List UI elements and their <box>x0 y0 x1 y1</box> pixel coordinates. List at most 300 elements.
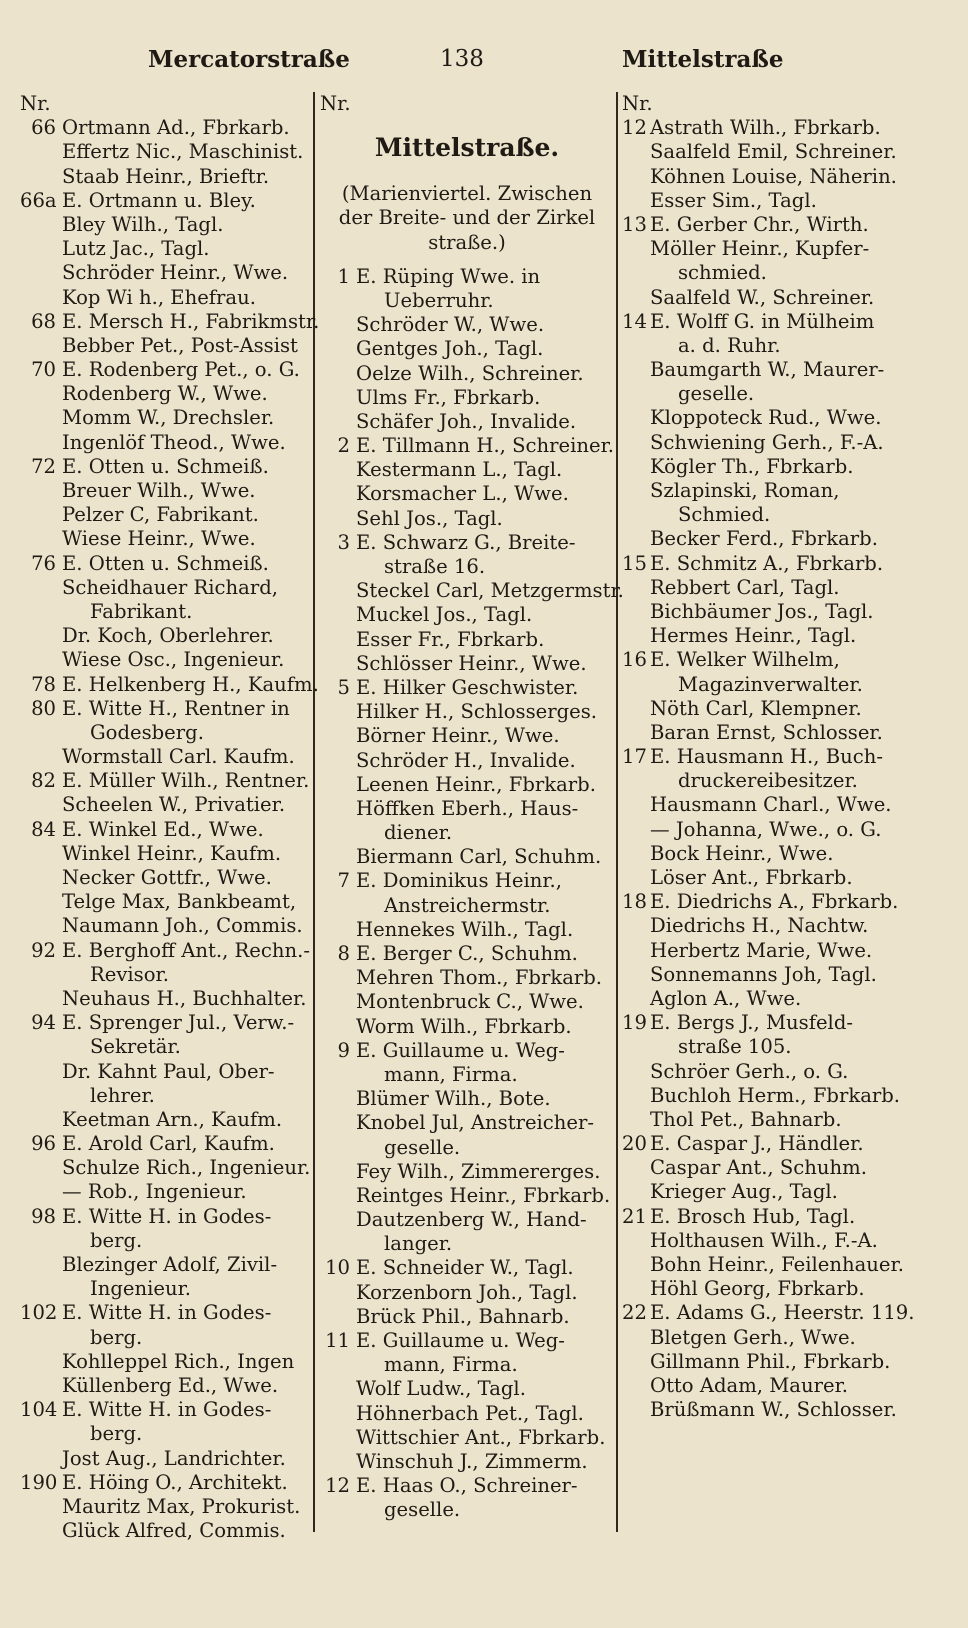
directory-entry-line <box>622 1011 942 1035</box>
entry-text: E. Dominikus Heinr., <box>356 869 563 893</box>
entry-text: Holthausen Wilh., F.-A. <box>650 1228 878 1252</box>
entry-text: Kop Wi h., Ehefrau. <box>62 285 256 309</box>
entry-text: Bock Heinr., Wwe. <box>650 841 834 865</box>
entry-text: Ueberruhr. <box>384 288 494 312</box>
entry-text: langer. <box>384 1232 453 1256</box>
directory-entry-line <box>20 189 312 213</box>
street-note-line: der Breite- und der Zirkel <box>338 206 596 230</box>
directory-entry-line <box>622 1301 942 1325</box>
entry-text: E. Witte H. in Godes- <box>62 1301 272 1325</box>
entry-text: Winschuh J., Zimmerm. <box>356 1449 588 1473</box>
directory-entry-line <box>320 337 614 361</box>
entry-text: Bebber Pet., Post-Assist <box>62 333 298 357</box>
directory-entry-line <box>622 1180 942 1204</box>
entry-text: Schäfer Joh., Invalide. <box>356 409 577 433</box>
directory-entry-line <box>622 793 942 817</box>
house-number: 82 <box>31 769 56 793</box>
directory-entry-line <box>622 140 942 164</box>
directory-entry-line <box>320 1281 614 1305</box>
directory-entry-line <box>20 527 312 551</box>
entry-text: Schröer Gerh., o. G. <box>650 1059 849 1083</box>
directory-entry-line <box>622 334 942 358</box>
entry-text: Otto Adam, Maurer. <box>650 1373 849 1397</box>
directory-entry-line <box>622 624 942 648</box>
entry-text: Mehren Thom., Fbrkarb. <box>356 966 603 990</box>
directory-entry-line <box>320 1353 614 1377</box>
entry-text: Höffken Eberh., Haus- <box>356 796 579 820</box>
directory-entry-line <box>320 1111 614 1135</box>
directory-entry-line <box>320 1039 614 1063</box>
directory-entry-line <box>622 745 942 769</box>
entry-text: Brüßmann W., Schlosser. <box>650 1398 897 1422</box>
column-1-entries <box>20 116 320 1543</box>
directory-entry-line <box>622 1326 942 1350</box>
directory-entry-line <box>622 1350 942 1374</box>
column-1 <box>20 92 320 1543</box>
directory-entry-line <box>20 116 312 140</box>
page-header <box>0 40 968 80</box>
directory-entry-line <box>622 1253 942 1277</box>
house-number: 68 <box>31 309 56 333</box>
entry-text: Hermes Heinr., Tagl. <box>650 624 857 648</box>
directory-entry-line <box>320 894 614 918</box>
page-number: 138 <box>440 46 484 72</box>
directory-entry-line <box>20 818 312 842</box>
directory-entry-line <box>20 1471 312 1495</box>
entry-text: Köhnen Louise, Näherin. <box>650 164 897 188</box>
directory-entry-line <box>622 286 942 310</box>
directory-entry-line <box>320 1232 614 1256</box>
directory-entry-line <box>20 672 319 697</box>
entry-text: Naumann Joh., Commis. <box>62 914 303 938</box>
house-number: 15 <box>622 551 647 575</box>
directory-entry-line <box>622 213 942 237</box>
directory-entry-line <box>622 1084 942 1108</box>
directory-entry-line <box>622 382 942 406</box>
directory-entry-line <box>20 382 312 406</box>
directory-entry-line <box>622 1132 942 1156</box>
entry-text: Wittschier Ant., Fbrkarb. <box>356 1425 606 1449</box>
entry-text: E. Helkenberg H., Kaufm. <box>62 672 319 696</box>
directory-entry-line <box>20 914 312 938</box>
entry-text: Keetman Arn., Kaufm. <box>62 1107 283 1131</box>
entry-text: berg. <box>90 1228 143 1252</box>
directory-entry-line <box>622 261 942 285</box>
directory-entry-line <box>622 648 942 672</box>
entry-text: Lutz Jac., Tagl. <box>62 237 210 261</box>
entry-text: Neuhaus H., Buchhalter. <box>62 986 307 1010</box>
entry-text: Küllenberg Ed., Wwe. <box>62 1373 279 1397</box>
entry-text: Wiese Osc., Ingenieur. <box>62 648 285 672</box>
entry-text: Schulze Rich., Ingenieur. <box>62 1156 311 1180</box>
directory-entry-line <box>320 1498 614 1522</box>
entry-text: Jost Aug., Landrichter. <box>62 1446 286 1470</box>
directory-entry-line <box>20 576 312 600</box>
directory-entry-line <box>20 793 312 817</box>
house-number: 66a <box>20 188 57 212</box>
directory-entry-line <box>622 697 942 721</box>
entry-text: Brück Phil., Bahnarb. <box>356 1304 570 1328</box>
entry-text: a. d. Ruhr. <box>678 333 781 357</box>
directory-entry-line <box>20 1156 312 1180</box>
entry-text: Schröder H., Invalide. <box>356 748 576 772</box>
entry-text: Reintges Heinr., Fbrkarb. <box>356 1183 611 1207</box>
directory-entry-line <box>20 745 312 769</box>
entry-text: Kestermann L., Tagl. <box>356 458 563 482</box>
entry-text: Sekretär. <box>90 1035 181 1059</box>
house-number: 14 <box>622 309 647 333</box>
entry-text: Necker Gottfr., Wwe. <box>62 866 272 889</box>
entry-text: Baumgarth W., Maurer- <box>650 358 885 382</box>
directory-entry-line <box>20 1301 312 1325</box>
house-number: 78 <box>31 672 56 696</box>
entry-text: Fey Wilh., Zimmererges. <box>356 1159 601 1183</box>
entry-text: Momm W., Drechsler. <box>62 406 275 430</box>
entry-text: Wiese Heinr., Wwe. <box>62 527 256 551</box>
entry-text: E. Guillaume u. Weg- <box>356 1329 565 1352</box>
directory-entry-line <box>622 406 942 430</box>
directory-entry-line <box>320 918 614 942</box>
directory-entry-line <box>622 237 942 261</box>
directory-entry-line <box>622 1035 942 1059</box>
entry-text: E. Bergs J., Musfeld- <box>650 1011 853 1035</box>
directory-entry-line <box>20 1253 312 1277</box>
entry-text: E. Höing O., Architekt. <box>62 1470 288 1494</box>
directory-entry-line <box>622 1398 942 1422</box>
directory-entry-line <box>20 1060 312 1084</box>
entry-text: E. Welker Wilhelm, <box>650 648 840 672</box>
entry-text: Gillmann Phil., Fbrkarb. <box>650 1349 891 1373</box>
house-number: 70 <box>31 358 56 382</box>
entry-text: Aglon A., Wwe. <box>650 986 802 1010</box>
directory-entry-line <box>622 1229 942 1253</box>
entry-text: E. Witte H., Rentner in <box>62 696 290 720</box>
entry-text: E. Mersch H., Fabrikmstr. <box>62 309 320 333</box>
directory-entry-line <box>320 1136 614 1160</box>
entry-text: Anstreichermstr. <box>384 893 551 917</box>
directory-entry-line <box>20 697 312 721</box>
directory-entry-line <box>320 700 614 724</box>
directory-entry-line <box>20 939 312 963</box>
house-number: 1 <box>337 264 350 288</box>
directory-entry-line <box>320 869 614 893</box>
entry-text: Korzenborn Joh., Tagl. <box>356 1280 578 1304</box>
house-number: 8 <box>337 942 350 965</box>
directory-entry-line <box>622 1060 942 1084</box>
entry-text: Dr. Kahnt Paul, Ober- <box>62 1059 275 1083</box>
directory-entry-line <box>622 431 942 455</box>
entry-text: Worm Wilh., Fbrkarb. <box>356 1014 572 1038</box>
directory-entry-line <box>622 842 942 866</box>
entry-text: straße 16. <box>384 555 486 578</box>
directory-entry-line <box>622 963 942 987</box>
directory-entry-line <box>320 579 624 603</box>
entry-text: Schlösser Heinr., Wwe. <box>356 651 587 675</box>
directory-entry-line <box>20 455 312 479</box>
directory-entry-line <box>622 552 942 576</box>
directory-entry-line <box>20 237 312 261</box>
directory-entry-line <box>320 362 614 386</box>
house-number: 19 <box>622 1011 647 1035</box>
entry-text: Telge Max, Bankbeamt, <box>62 890 297 914</box>
directory-entry-line <box>622 455 942 479</box>
directory-entry-line <box>20 890 312 914</box>
directory-entry-line <box>320 1208 614 1232</box>
house-number: 20 <box>622 1132 647 1156</box>
entry-text: Kloppoteck Rud., Wwe. <box>650 406 882 430</box>
entry-text: Scheidhauer Richard, <box>62 575 278 599</box>
directory-entry-line <box>20 1180 312 1204</box>
directory-entry-line <box>20 769 312 793</box>
entry-text: Bley Wilh., Tagl. <box>62 212 224 236</box>
directory-entry-line <box>20 552 312 576</box>
entry-text: Godesberg. <box>90 720 204 744</box>
directory-entry-line <box>320 458 614 482</box>
directory-entry-line <box>622 673 942 697</box>
entry-text: Staab Heinr., Brieftr. <box>62 164 270 188</box>
directory-entry-line <box>622 1374 942 1398</box>
entry-text: Rodenberg W., Wwe. <box>62 382 268 406</box>
house-number: 98 <box>31 1204 56 1228</box>
entry-text: Astrath Wilh., Fbrkarb. <box>650 116 881 140</box>
directory-entry-line <box>320 386 614 410</box>
entry-text: E. Ortmann u. Bley. <box>62 188 256 212</box>
house-number: 3 <box>337 530 350 554</box>
house-number: 9 <box>337 1038 350 1062</box>
directory-entry-line <box>20 334 312 358</box>
directory-entry-line <box>20 358 312 382</box>
directory-entry-line <box>622 310 942 334</box>
column-divider <box>313 92 315 1532</box>
entry-text: Glück Alfred, Commis. <box>62 1519 286 1543</box>
entry-text: Sehl Jos., Tagl. <box>356 506 503 530</box>
entry-text: Kögler Th., Fbrkarb. <box>650 454 854 478</box>
entry-text: Rebbert Carl, Tagl. <box>650 575 840 599</box>
directory-entry-line <box>320 1256 614 1280</box>
entry-text: — Rob., Ingenieur. <box>62 1180 247 1204</box>
entry-text: E. Caspar J., Händler. <box>650 1132 864 1156</box>
entry-text: E. Tillmann H., Schreiner. <box>356 434 615 458</box>
directory-entry-line <box>320 313 614 337</box>
entry-text: Hennekes Wilh., Tagl. <box>356 917 574 941</box>
entry-text: Höhl Georg, Fbrkarb. <box>650 1277 865 1301</box>
entry-text: E. Rodenberg Pet., o. G. <box>62 358 300 382</box>
directory-entry-line <box>622 721 942 745</box>
entry-text: geselle. <box>384 1498 461 1522</box>
directory-entry-line <box>20 165 312 189</box>
entry-text: geselle. <box>384 1135 461 1159</box>
directory-entry-line <box>622 527 942 551</box>
entry-text: Sonnemanns Joh, Tagl. <box>650 962 877 986</box>
entry-text: Breuer Wilh., Wwe. <box>62 479 256 502</box>
entry-text: Scheelen W., Privatier. <box>62 793 286 817</box>
directory-entry-line <box>20 600 312 624</box>
street-note-line: straße.) <box>428 230 506 254</box>
entry-text: Höhnerbach Pet., Tagl. <box>356 1401 584 1425</box>
house-number: 92 <box>31 938 56 962</box>
house-number: 7 <box>337 869 350 893</box>
directory-entry-line <box>20 1326 312 1350</box>
entry-text: Schröder Heinr., Wwe. <box>62 261 289 285</box>
entry-text: E. Guillaume u. Weg- <box>356 1038 565 1062</box>
entry-text: geselle. <box>678 382 755 406</box>
house-number: 21 <box>622 1204 647 1228</box>
entry-text: Bichbäumer Jos., Tagl. <box>650 599 874 623</box>
entry-text: Krieger Aug., Tagl. <box>650 1180 838 1204</box>
entry-text: Dautzenberg W., Hand- <box>356 1208 587 1232</box>
directory-entry-line <box>622 1156 942 1180</box>
entry-text: schmied. <box>678 261 767 285</box>
directory-entry-line <box>20 479 312 503</box>
entry-text: Revisor. <box>90 962 169 986</box>
directory-entry-line <box>20 261 312 285</box>
house-number: 80 <box>31 696 56 720</box>
entry-text: E. Schwarz G., Breite- <box>356 530 576 554</box>
directory-entry-line <box>20 1277 312 1301</box>
entry-text: Hausmann Charl., Wwe. <box>650 793 892 817</box>
directory-entry-line <box>20 140 312 164</box>
entry-text: Magazinverwalter. <box>678 672 863 696</box>
directory-entry-line <box>20 866 312 890</box>
directory-entry-line <box>622 769 942 793</box>
house-number: 10 <box>325 1256 350 1280</box>
directory-entry-line <box>20 648 312 672</box>
entry-text: Muckel Jos., Tagl. <box>356 603 533 627</box>
directory-entry-line <box>20 1229 312 1253</box>
directory-entry-line <box>622 939 942 963</box>
house-number: 17 <box>622 745 647 769</box>
entry-text: diener. <box>384 821 453 845</box>
entry-text: E. Haas O., Schreiner- <box>356 1474 578 1498</box>
directory-entry-line <box>622 1277 942 1301</box>
directory-entry-line <box>622 987 942 1011</box>
entry-text: Esser Sim., Tagl. <box>650 188 817 212</box>
house-number: 2 <box>337 434 350 458</box>
directory-entry-line <box>20 963 312 987</box>
house-number: 96 <box>31 1132 56 1156</box>
entry-text: Ulms Fr., Fbrkarb. <box>356 385 541 409</box>
directory-entry-line <box>320 555 614 579</box>
entry-text: E. Berger C., Schuhm. <box>356 942 578 965</box>
entry-text: Wolf Ludw., Tagl. <box>356 1377 526 1401</box>
entry-text: Winkel Heinr., Kaufm. <box>62 841 282 865</box>
directory-entry-line <box>320 1402 614 1426</box>
entry-text: Fabrikant. <box>90 599 193 623</box>
header-right-street: Mittelstraße <box>622 46 784 73</box>
entry-text: Baran Ernst, Schlosser. <box>650 720 883 744</box>
street-note-line: (Marienviertel. Zwischen <box>341 182 593 206</box>
entry-text: Hilker H., Schlosserges. <box>356 700 598 724</box>
directory-entry-line <box>320 1305 614 1329</box>
entry-text: Schwiening Gerh., F.-A. <box>650 430 884 454</box>
directory-entry-line <box>622 116 942 140</box>
entry-text: E. Brosch Hub, Tagl. <box>650 1204 856 1228</box>
entry-text: Pelzer C, Fabrikant. <box>62 503 259 527</box>
directory-entry-line <box>622 189 942 213</box>
street-title: Mittelstraße. <box>374 133 560 163</box>
house-number: 190 <box>20 1470 58 1494</box>
entry-text: E. Schneider W., Tagl. <box>356 1256 574 1280</box>
directory-entry-line <box>20 842 312 866</box>
directory-entry-line <box>622 165 942 189</box>
entry-text: E. Gerber Chr., Wirth. <box>650 212 869 236</box>
directory-entry-line <box>20 213 312 237</box>
directory-entry-line <box>320 265 614 289</box>
directory-entry-line <box>320 1184 614 1208</box>
entry-text: E. Witte H. in Godes- <box>62 1398 272 1422</box>
directory-entry-line <box>20 1132 312 1156</box>
entry-text: Thol Pet., Bahnarb. <box>650 1107 842 1131</box>
directory-entry-line <box>20 1447 312 1471</box>
directory-entry-line <box>320 966 614 990</box>
header-left-street: Mercatorstraße <box>148 46 350 73</box>
entry-text: Schröder W., Wwe. <box>356 313 545 337</box>
directory-entry-line <box>320 434 614 458</box>
entry-text: E. Winkel Ed., Wwe. <box>62 817 264 841</box>
entry-text: E. Diedrichs A., Fbrkarb. <box>650 890 899 914</box>
directory-entry-line <box>20 1108 312 1132</box>
entry-text: E. Otten u. Schmeiß. <box>62 454 269 478</box>
entry-text: Diedrichs H., Nachtw. <box>650 914 869 938</box>
entry-text: Saalfeld W., Schreiner. <box>650 285 875 309</box>
house-number: 84 <box>31 817 56 841</box>
directory-entry-line <box>320 773 614 797</box>
directory-entry-line <box>320 676 614 700</box>
entry-text: E. Berghoff Ant., Rechn.- <box>62 938 310 962</box>
entry-text: Blümer Wilh., Bote. <box>356 1087 551 1111</box>
house-number: 16 <box>622 648 647 672</box>
directory-entry-line <box>320 749 614 773</box>
entry-text: mann, Firma. <box>384 1062 518 1086</box>
entry-text: Caspar Ant., Schuhm. <box>650 1156 867 1180</box>
entry-text: Ingenlöf Theod., Wwe. <box>62 430 286 454</box>
entry-text: Becker Ferd., Fbrkarb. <box>650 527 878 551</box>
directory-entry-line <box>20 721 312 745</box>
entry-text: Nöth Carl, Klempner. <box>650 696 862 720</box>
directory-entry-line <box>320 482 614 506</box>
column-2-entries <box>320 264 624 1523</box>
entry-text: Oelze Wilh., Schreiner. <box>356 361 584 385</box>
column-3-entries <box>622 116 942 1422</box>
directory-entry-line <box>20 503 312 527</box>
entry-text: E. Hausmann H., Buch- <box>650 745 883 769</box>
house-number: 18 <box>622 890 647 914</box>
column-nr-label: Nr. <box>622 92 653 115</box>
directory-entry-line <box>320 628 614 652</box>
entry-text: Saalfeld Emil, Schreiner. <box>650 140 897 164</box>
house-number: 102 <box>20 1301 58 1325</box>
directory-entry-line <box>320 821 614 845</box>
entry-text: Szlapinski, Roman, <box>650 479 840 502</box>
directory-entry-line <box>320 990 614 1014</box>
house-number: 104 <box>20 1398 58 1422</box>
entry-text: Leenen Heinr., Fbrkarb. <box>356 772 596 796</box>
entry-text: druckereibesitzer. <box>678 769 858 793</box>
entry-text: Montenbruck C., Wwe. <box>356 990 584 1014</box>
directory-entry-line <box>20 624 312 648</box>
house-number: 13 <box>622 212 647 236</box>
entry-text: straße 105. <box>678 1035 792 1059</box>
directory-entry-line <box>20 286 312 310</box>
directory-entry-line <box>20 1495 312 1519</box>
directory-entry-line <box>20 406 312 430</box>
directory-entry-line <box>320 724 614 748</box>
entry-text: E. Schmitz A., Fbrkarb. <box>650 551 884 575</box>
entry-text: Bohn Heinr., Feilenhauer. <box>650 1253 904 1276</box>
directory-entry-line <box>320 942 614 966</box>
entry-text: Steckel Carl, Metzgermstr. <box>356 579 624 603</box>
directory-entry-line <box>20 431 312 455</box>
